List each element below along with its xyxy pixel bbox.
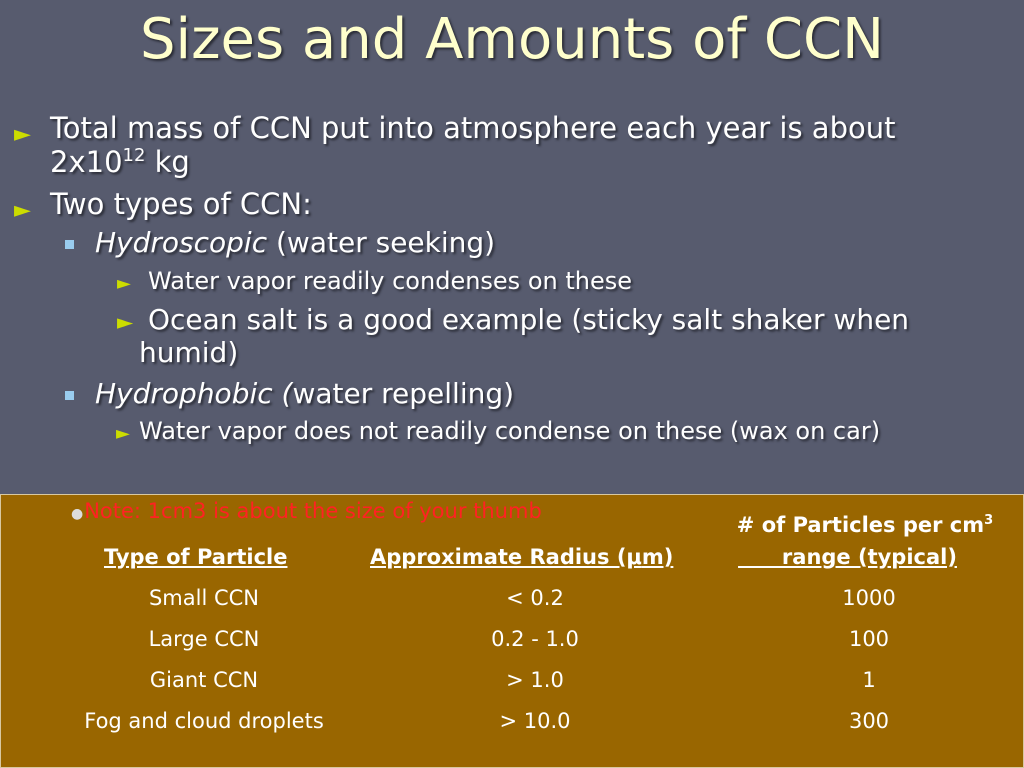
table-cell-radius: > 1.0 (506, 668, 564, 692)
bullet-hydroscopic-sub2: Ocean salt is a good example (sticky salt shaker when (148, 303, 910, 336)
bullet-total-mass-value (50, 146, 190, 179)
bullet-total-mass: Total mass of CCN put into atmosphere each year is about (50, 111, 896, 145)
bullet-hydrophobic (95, 378, 514, 410)
hydrophobic-desc: water repelling) (292, 377, 515, 410)
hydroscopic-desc: (water seeking) (267, 226, 496, 259)
table-cell-count: 1000 (842, 586, 896, 610)
arrow-bullet-icon: ► (117, 273, 131, 294)
slide-title: Sizes and Amounts of CCN (140, 7, 884, 72)
mass-exponent: 12 (122, 145, 146, 167)
hydrophobic-term: Hydrophobic ( (95, 377, 293, 410)
header-count-exponent: 3 (984, 513, 994, 529)
table-cell-count: 300 (848, 709, 890, 733)
note-text: Note: 1cm3 is about the size of your thumb (84, 499, 542, 523)
square-bullet-icon (65, 391, 74, 400)
table-cell-count: 1 (862, 668, 876, 692)
bullet-two-types: Two types of CCN: (50, 187, 312, 221)
bullet-hydroscopic-sub2-cont: humid) (139, 336, 239, 369)
table-cell-type: Fog and cloud droplets (84, 709, 324, 733)
bullet-hydroscopic-sub1: Water vapor readily condenses on these (148, 267, 632, 295)
mass-base: 2x10 (50, 145, 123, 179)
bullet-hydroscopic (95, 227, 495, 259)
arrow-bullet-icon: ► (14, 122, 31, 147)
header-radius-unit: m) (641, 545, 674, 569)
header-count-range: range (typical) (738, 545, 957, 569)
table-cell-radius: > 10.0 (499, 709, 571, 733)
mass-unit: kg (145, 145, 190, 179)
arrow-bullet-icon: ► (117, 310, 134, 334)
bullet-hydrophobic-sub1: Water vapor does not readily condense on these (wax on car) (139, 417, 881, 445)
ccn-table-panel (0, 494, 1024, 768)
table-cell-type: Large CCN (148, 627, 260, 651)
arrow-bullet-icon: ► (116, 423, 130, 444)
table-cell-count: 100 (848, 627, 890, 651)
table-cell-type: Small CCN (148, 586, 260, 610)
square-bullet-icon (65, 240, 74, 249)
table-cell-radius: < 0.2 (506, 586, 564, 610)
dot-bullet-icon: ● (71, 506, 84, 522)
table-cell-type: Giant CCN (149, 668, 259, 692)
hydroscopic-term: Hydroscopic (95, 226, 268, 259)
header-radius-label: Approximate Radius ( (370, 545, 627, 569)
header-radius-mu: μ (626, 545, 642, 569)
header-count-label: # of Particles per cm (736, 513, 985, 537)
header-radius (370, 545, 673, 569)
table-cell-radius: 0.2 - 1.0 (491, 627, 579, 651)
header-type: Type of Particle (104, 545, 288, 569)
header-count (725, 513, 1005, 537)
arrow-bullet-icon: ► (14, 198, 31, 223)
thumb-note (71, 499, 542, 523)
